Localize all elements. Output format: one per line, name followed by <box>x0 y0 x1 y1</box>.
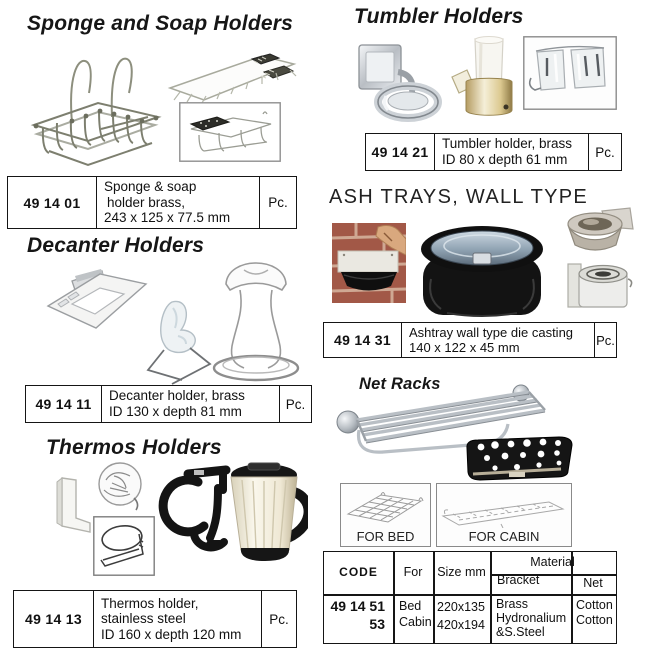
netracks-code <box>324 594 390 642</box>
description-line: stainless steel <box>101 611 186 627</box>
spec-table-sponge <box>7 176 297 229</box>
net-line: Cotton <box>576 613 613 627</box>
column-header-for: For <box>403 565 423 580</box>
decanter-stand-image <box>204 246 308 386</box>
net-for-bed-box <box>340 483 431 547</box>
product-description <box>434 134 588 170</box>
description-line: Thermos holder, <box>101 595 199 611</box>
product-description <box>93 591 261 647</box>
description-line: Sponge & soap <box>104 179 197 195</box>
decanter-bracket-image <box>42 264 152 334</box>
column-header-net: Net <box>583 576 603 591</box>
bracket-line: &S.Steel <box>496 625 545 639</box>
description-line: Ashtray wall type die casting <box>409 324 574 340</box>
product-code: 49 14 21 <box>371 144 429 160</box>
spec-table-ashtray <box>323 322 617 358</box>
netracks-bracket <box>490 597 571 642</box>
section-title-thermos: Thermos Holders <box>46 436 222 459</box>
description-line: ID 80 x depth 61 mm <box>442 152 568 167</box>
for-line: Cabin <box>399 615 432 629</box>
column-header-material: Material <box>530 555 575 570</box>
description-line: ID 130 x depth 81 mm <box>109 404 242 419</box>
netracks-for <box>393 598 433 642</box>
section-title-tumbler: Tumbler Holders <box>354 5 524 28</box>
unit-label: Pc. <box>594 323 616 357</box>
spec-table-decanter <box>25 385 312 423</box>
ashtray-cylinder-image <box>562 259 637 313</box>
sponge-basket-image <box>26 45 166 169</box>
netracks-net <box>571 598 615 642</box>
tumbler-gold-holder-image <box>448 35 528 130</box>
description-line: Tumbler holder, brass <box>442 136 573 152</box>
product-code: 49 14 13 <box>25 611 82 627</box>
thermos-suction-plate-image <box>90 458 154 514</box>
product-code: 49 14 31 <box>334 332 391 348</box>
net-for-bed-caption: FOR BED <box>356 529 415 544</box>
product-description <box>96 177 259 228</box>
thermos-mug-image <box>218 458 308 568</box>
product-code: 49 14 01 <box>23 194 81 211</box>
for-line: Bed <box>399 599 422 613</box>
bracket-line: Hydronalium <box>496 611 567 625</box>
column-header-bracket: Bracket <box>497 573 540 587</box>
section-title-ashtrays: ASH TRAYS, WALL TYPE <box>329 186 589 208</box>
spec-table-thermos <box>13 590 297 648</box>
section-title-sponge: Sponge and Soap Holders <box>27 12 293 35</box>
unit-label: Pc. <box>259 177 296 228</box>
product-code: 49 14 11 <box>35 396 92 412</box>
thermos-ring-box-image <box>93 516 155 576</box>
description-line: holder brass, <box>107 194 186 210</box>
tumbler-chrome-holder-image <box>350 40 446 130</box>
net-for-bed-image <box>341 484 430 528</box>
netrack-basket-image <box>459 434 579 484</box>
ashtray-bowl-image <box>558 205 638 259</box>
ashtray-black-image <box>407 219 557 323</box>
code-line: 49 14 51 <box>330 598 385 614</box>
tumbler-glass-box-image <box>523 36 617 110</box>
unit-label: Pc. <box>279 386 311 422</box>
sponge-dish-box-image <box>179 102 281 162</box>
description-line: Decanter holder, brass <box>109 388 245 404</box>
netracks-size <box>433 598 490 642</box>
description-line: 243 x 125 x 77.5 mm <box>104 210 231 226</box>
product-description <box>101 386 279 422</box>
netracks-table <box>323 551 617 644</box>
unit-label: Pc. <box>261 591 296 647</box>
size-line: 220x135 <box>437 600 485 614</box>
net-for-cabin-box <box>436 483 572 547</box>
net-for-cabin-caption: FOR CABIN <box>468 529 540 544</box>
section-title-decanter: Decanter Holders <box>27 234 205 257</box>
net-for-cabin-image <box>437 484 571 528</box>
code-line: 53 <box>369 615 385 632</box>
spec-table-tumbler <box>365 133 622 171</box>
ashtray-brick-photo <box>332 223 406 303</box>
section-title-netracks: Net Racks <box>359 375 441 393</box>
column-header-code: CODE <box>339 565 378 580</box>
net-line: Cotton <box>576 598 613 612</box>
bracket-line: Brass <box>496 597 528 611</box>
product-description <box>401 323 594 357</box>
size-line: 420x194 <box>437 618 485 632</box>
description-line: ID 160 x depth 120 mm <box>101 626 242 642</box>
column-header-size: Size mm <box>437 565 486 580</box>
unit-label: Pc. <box>588 134 621 170</box>
sponge-tray-image <box>166 50 300 104</box>
description-line: 140 x 122 x 45 mm <box>409 340 520 355</box>
